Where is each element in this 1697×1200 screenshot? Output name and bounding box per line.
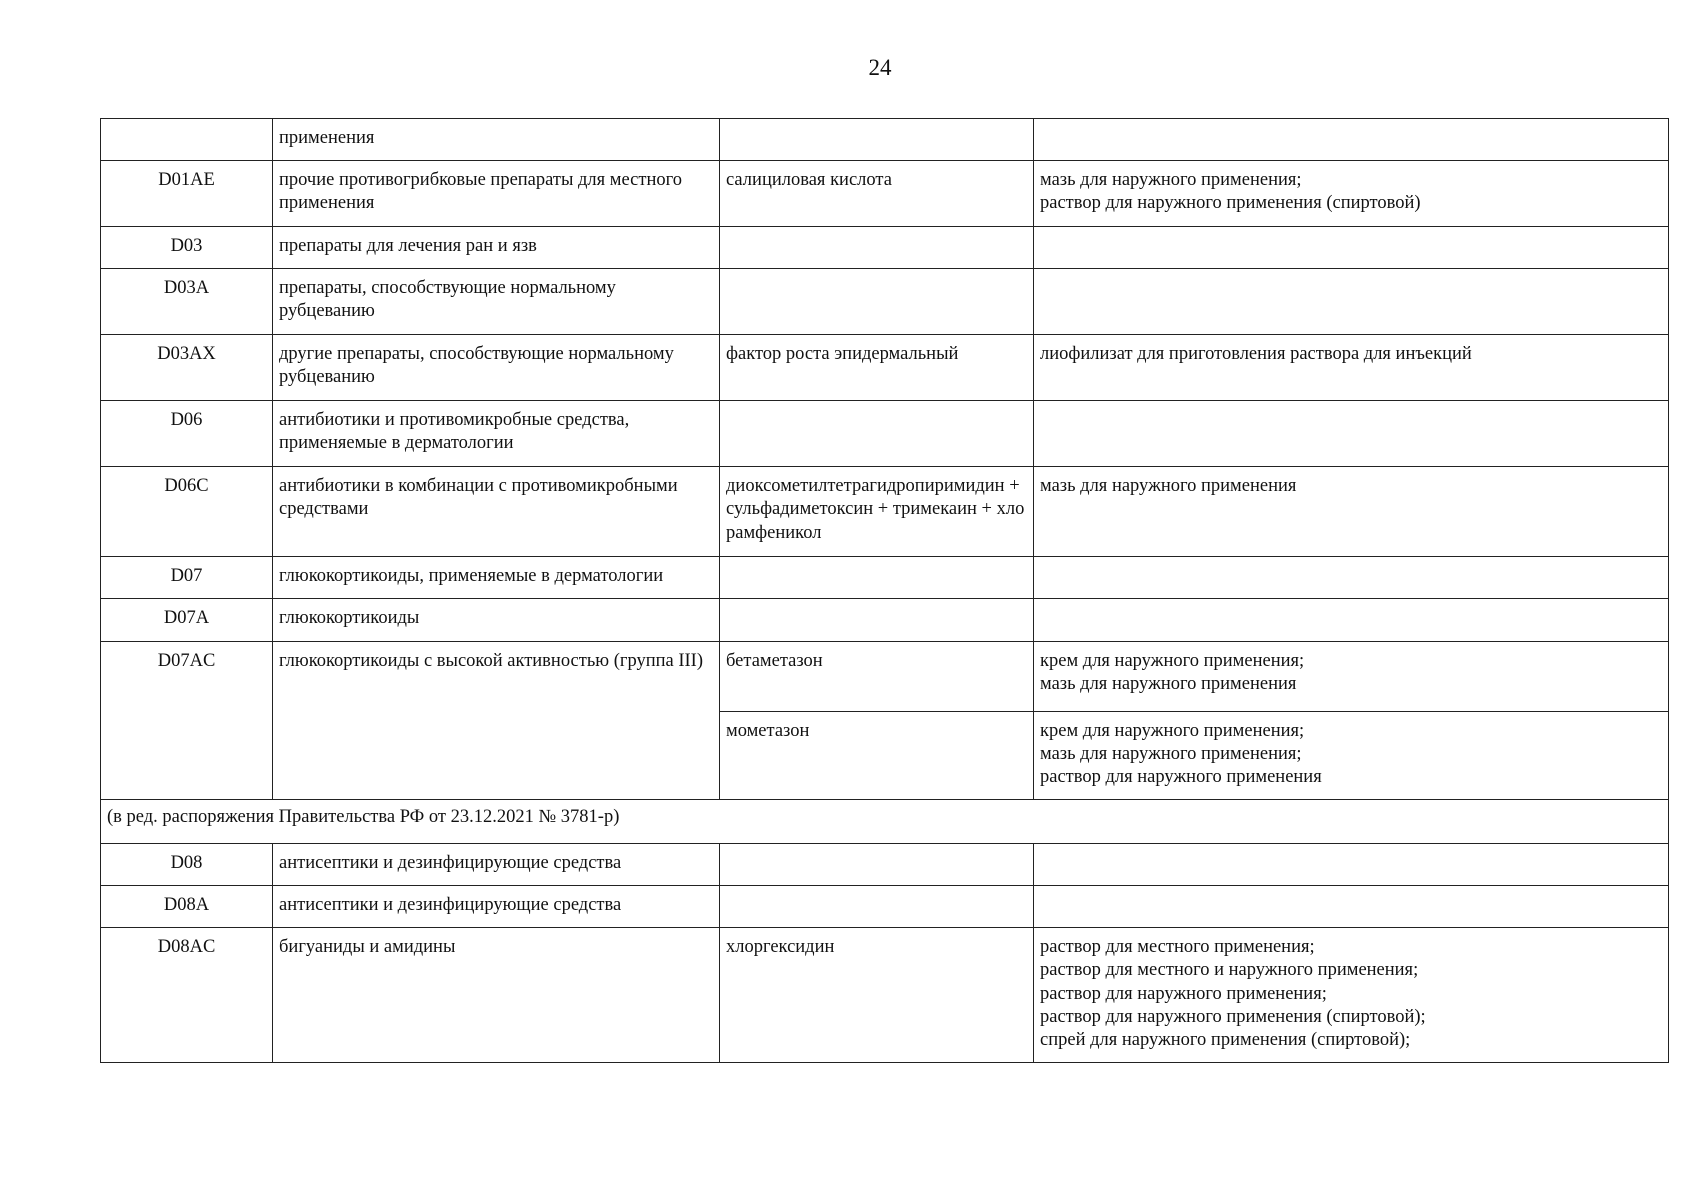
- atc-code: D03: [101, 227, 273, 269]
- table-row: [101, 161, 1669, 227]
- dosage-form: мазь для наружного применения; раствор для наружного применения (спиртовой): [1034, 161, 1669, 227]
- dosage-form: [1034, 557, 1669, 599]
- group-name: другие препараты, способствующие нормальному рубцеванию: [273, 335, 720, 401]
- drug-name: бетаметазон: [720, 641, 1034, 711]
- group-name: антисептики и дезинфицирующие средства: [273, 844, 720, 886]
- group-name: прочие противогрибковые препараты для местного применения: [273, 161, 720, 227]
- group-name: глюкокортикоиды: [273, 599, 720, 641]
- atc-code: D01AE: [101, 161, 273, 227]
- group-name: бигуаниды и амидины: [273, 928, 720, 1063]
- dosage-form: [1034, 886, 1669, 928]
- drug-name: фактор роста эпидермальный: [720, 335, 1034, 401]
- amendment-note: (в ред. распоряжения Правительства РФ от 23.12.2021 № 3781-р): [101, 799, 1669, 843]
- group-name: антибиотики в комбинации с противомикробными средствами: [273, 467, 720, 557]
- group-name: глюкокортикоиды, применяемые в дерматологии: [273, 557, 720, 599]
- table-row: [101, 401, 1669, 467]
- dosage-form: крем для наружного применения; мазь для наружного применения; раствор для наружного применения: [1034, 711, 1669, 799]
- drug-name: [720, 401, 1034, 467]
- dosage-form: раствор для местного применения; раствор для местного и наружного применения; раствор для наружного применения; раствор для наружного применения (спиртовой); спрей для наружного применения (спиртовой);: [1034, 928, 1669, 1063]
- table-row: [101, 557, 1669, 599]
- atc-code: D08A: [101, 886, 273, 928]
- table-row: [101, 335, 1669, 401]
- drug-name: мометазон: [720, 711, 1034, 799]
- atc-code: D07: [101, 557, 273, 599]
- drug-name: [720, 227, 1034, 269]
- table-row: [101, 269, 1669, 335]
- page-number: 24: [868, 55, 892, 80]
- dosage-form: лиофилизат для приготовления раствора для инъекций: [1034, 335, 1669, 401]
- table-row: [101, 844, 1669, 886]
- atc-code: D08AC: [101, 928, 273, 1063]
- drug-name: [720, 119, 1034, 161]
- atc-code: D07AC: [101, 641, 273, 799]
- drug-name: [720, 557, 1034, 599]
- drug-name: хлоргексидин: [720, 928, 1034, 1063]
- atc-code: D06: [101, 401, 273, 467]
- dosage-form: [1034, 844, 1669, 886]
- table-row: [101, 599, 1669, 641]
- atc-code: D03A: [101, 269, 273, 335]
- dosage-form: [1034, 401, 1669, 467]
- group-name: препараты для лечения ран и язв: [273, 227, 720, 269]
- drug-name: диоксометилтетрагидропиримидин + сульфадиметоксин + тримекаин + хлорамфеникол: [720, 467, 1034, 557]
- table-row: [101, 467, 1669, 557]
- drug-name: [720, 886, 1034, 928]
- drug-name: [720, 599, 1034, 641]
- dosage-form: крем для наружного применения; мазь для наружного применения: [1034, 641, 1669, 711]
- drug-table: [100, 118, 1669, 1063]
- dosage-form: [1034, 119, 1669, 161]
- dosage-form: [1034, 269, 1669, 335]
- group-name: антибиотики и противомикробные средства, применяемые в дерматологии: [273, 401, 720, 467]
- atc-code: [101, 119, 273, 161]
- atc-code: D06C: [101, 467, 273, 557]
- table-row: [101, 928, 1669, 1063]
- group-name: препараты, способствующие нормальному рубцеванию: [273, 269, 720, 335]
- amendment-row: [101, 799, 1669, 843]
- atc-code: D03AX: [101, 335, 273, 401]
- atc-code: D08: [101, 844, 273, 886]
- dosage-form: [1034, 227, 1669, 269]
- group-name: антисептики и дезинфицирующие средства: [273, 886, 720, 928]
- group-name: применения: [273, 119, 720, 161]
- drug-name: [720, 844, 1034, 886]
- atc-code: D07A: [101, 599, 273, 641]
- drug-name: салициловая кислота: [720, 161, 1034, 227]
- table-row: [101, 227, 1669, 269]
- group-name: глюкокортикоиды с высокой активностью (группа III): [273, 641, 720, 799]
- drug-name: [720, 269, 1034, 335]
- table-row: [101, 119, 1669, 161]
- dosage-form: [1034, 599, 1669, 641]
- dosage-form: мазь для наружного применения: [1034, 467, 1669, 557]
- table-row: [101, 641, 1669, 711]
- table-row: [101, 886, 1669, 928]
